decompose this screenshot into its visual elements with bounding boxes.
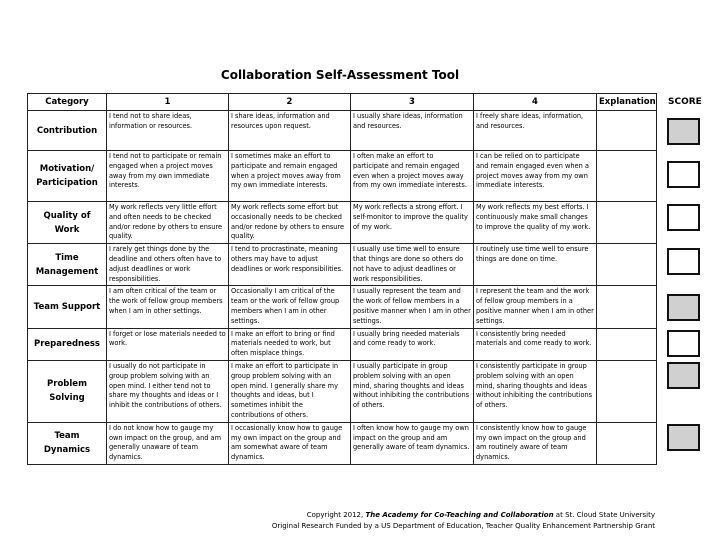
level-4-descriptor: I routinely use time well to ensure things are done on time.: [474, 244, 597, 286]
level-2-descriptor: I tend to procrastinate, meaning others may have to adjust deadlines or work responsibilities.: [229, 244, 351, 286]
explanation-cell[interactable]: [597, 360, 657, 422]
table-row: [28, 151, 657, 202]
header-level-3: 3: [351, 94, 474, 111]
level-1-descriptor: I am often critical of the team or the work of fellow group members when I am in other settings.: [107, 286, 229, 328]
score-box-quality[interactable]: [667, 204, 700, 231]
score-heading: SCORE: [668, 97, 702, 107]
category-label: Motivation/ Participation: [28, 151, 107, 202]
category-label: Preparedness: [28, 328, 107, 360]
level-4-descriptor: I consistently bring needed materials and come ready to work.: [474, 328, 597, 360]
explanation-cell[interactable]: [597, 286, 657, 328]
level-1-descriptor: I do not know how to gauge my own impact on the group, and am generally unaware of team dynamics.: [107, 422, 229, 464]
rubric-table: [27, 93, 657, 465]
level-1-descriptor: I tend not to share ideas, information or resources.: [107, 111, 229, 151]
level-2-descriptor: Occasionally I am critical of the team or the work of fellow group members when I am in other settings.: [229, 286, 351, 328]
level-1-descriptor: I forget or lose materials needed to work.: [107, 328, 229, 360]
explanation-cell[interactable]: [597, 111, 657, 151]
table-row: [28, 111, 657, 151]
level-3-descriptor: I usually participate in group problem solving with an open mind, sharing thoughts and ideas without inhibiting the contributions of others.: [351, 360, 474, 422]
level-4-descriptor: I consistently participate in group problem solving with an open mind, sharing thoughts and ideas without inhibiting the contributions of others.: [474, 360, 597, 422]
score-box-preparedness[interactable]: [667, 330, 700, 357]
category-label: Time Management: [28, 244, 107, 286]
score-box-time[interactable]: [667, 248, 700, 275]
explanation-cell[interactable]: [597, 422, 657, 464]
level-2-descriptor: I sometimes make an effort to participate and remain engaged when a project moves away from my own immediate interests.: [229, 151, 351, 202]
header-row: [28, 94, 657, 111]
category-label: Problem Solving: [28, 360, 107, 422]
table-row: [28, 202, 657, 244]
score-box-motivation[interactable]: [667, 161, 700, 188]
category-label: Team Dynamics: [28, 422, 107, 464]
level-2-descriptor: My work reflects some effort but occasionally needs to be checked and/or redone by others to ensure quality.: [229, 202, 351, 244]
level-4-descriptor: I freely share ideas, information, and resources.: [474, 111, 597, 151]
header-level-4: 4: [474, 94, 597, 111]
level-2-descriptor: I occasionally know how to gauge my own impact on the group and am somewhat aware of team dynamics.: [229, 422, 351, 464]
level-4-descriptor: I can be relied on to participate and remain engaged even when a project moves away from my own immediate interests.: [474, 151, 597, 202]
explanation-cell[interactable]: [597, 202, 657, 244]
table-row: [28, 286, 657, 328]
table-row: [28, 244, 657, 286]
level-3-descriptor: I usually bring needed materials and come ready to work.: [351, 328, 474, 360]
table-row: [28, 328, 657, 360]
header-category: Category: [28, 94, 107, 111]
category-label: Team Support: [28, 286, 107, 328]
score-box-team-support[interactable]: [667, 294, 700, 321]
copyright-suffix: at St. Cloud State University: [553, 511, 655, 519]
level-1-descriptor: I rarely get things done by the deadline and others often have to adjust deadlines or work responsibilities.: [107, 244, 229, 286]
explanation-cell[interactable]: [597, 244, 657, 286]
page-title: Collaboration Self-Assessment Tool: [220, 68, 460, 82]
score-box-contribution[interactable]: [667, 118, 700, 145]
score-box-problem-solving[interactable]: [667, 362, 700, 389]
level-3-descriptor: I often make an effort to participate and remain engaged even when a project moves away from my own immediate interests.: [351, 151, 474, 202]
table-row: [28, 422, 657, 464]
score-box-team-dynamics[interactable]: [667, 424, 700, 451]
level-4-descriptor: I consistently know how to gauge my own impact on the group and am routinely aware of team dynamics.: [474, 422, 597, 464]
level-2-descriptor: I make an effort to bring or find materials needed to work, but often misplace things.: [229, 328, 351, 360]
level-4-descriptor: I represent the team and the work of fellow group members in a positive manner when I am in other settings.: [474, 286, 597, 328]
level-3-descriptor: My work reflects a strong effort. I self-monitor to improve the quality of my work.: [351, 202, 474, 244]
header-level-1: 1: [107, 94, 229, 111]
academy-name: The Academy for Co-Teaching and Collaboration: [365, 511, 554, 519]
level-3-descriptor: I usually share ideas, information and resources.: [351, 111, 474, 151]
category-label: Quality of Work: [28, 202, 107, 244]
level-3-descriptor: I usually use time well to ensure that things are done so others do not have to adjust deadlines or work responsibilities.: [351, 244, 474, 286]
header-level-2: 2: [229, 94, 351, 111]
level-2-descriptor: I make an effort to participate in group problem solving with an open mind. I generally share my thoughts and ideas, but I sometimes inhibit the contributions of others.: [229, 360, 351, 422]
level-1-descriptor: I usually do not participate in group problem solving with an open mind. I either tend not to share my thoughts and ideas or I inhibit the contributions of others.: [107, 360, 229, 422]
level-4-descriptor: My work reflects my best efforts. I continuously make small changes to improve the quality of my work.: [474, 202, 597, 244]
footer: [272, 510, 655, 532]
table-row: [28, 360, 657, 422]
funding-line: Original Research Funded by a US Department of Education, Teacher Quality Enhancement Partnership Grant: [271, 522, 655, 530]
header-explanation: Explanation: [597, 94, 657, 111]
level-3-descriptor: I usually represent the team and the work of fellow members in a positive manner when I am in other settings.: [351, 286, 474, 328]
copyright-prefix: Copyright 2012,: [306, 511, 366, 519]
level-1-descriptor: I tend not to participate or remain engaged when a project moves away from my own immediate interests.: [107, 151, 229, 202]
copyright-line: [272, 510, 655, 521]
explanation-cell[interactable]: [597, 328, 657, 360]
level-2-descriptor: I share ideas, information and resources upon request.: [229, 111, 351, 151]
explanation-cell[interactable]: [597, 151, 657, 202]
level-3-descriptor: I often know how to gauge my own impact on the group and am generally aware of team dynamics.: [351, 422, 474, 464]
level-1-descriptor: My work reflects very little effort and often needs to be checked and/or redone by others to ensure quality.: [107, 202, 229, 244]
category-label: Contribution: [28, 111, 107, 151]
